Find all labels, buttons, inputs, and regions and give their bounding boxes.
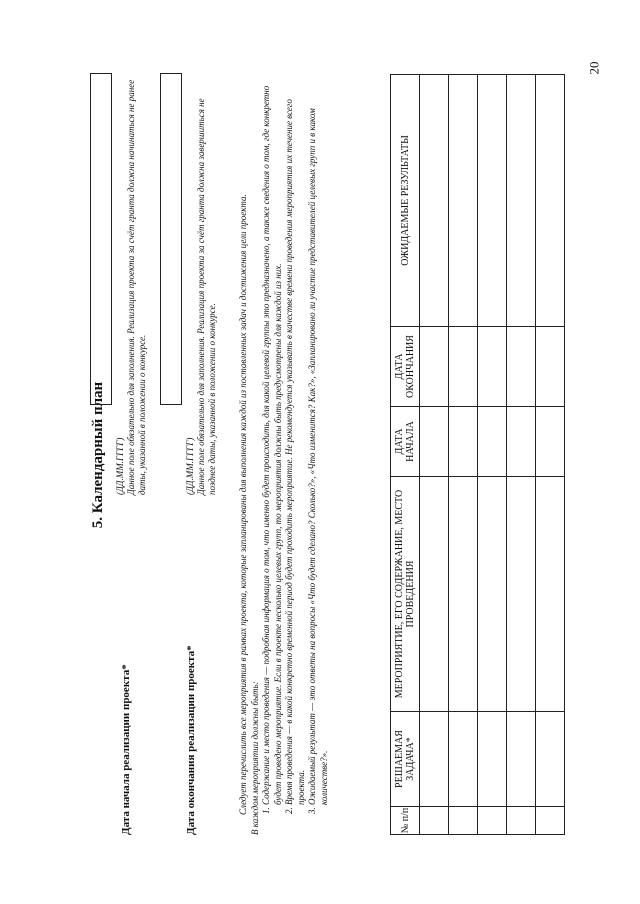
- table-body: [420, 75, 565, 835]
- end-date-field[interactable]: [160, 73, 182, 405]
- end-date-label: Дата окончания реализации проекта*: [185, 645, 197, 835]
- table-cell[interactable]: [478, 407, 507, 477]
- instructions-must-be: В каждом мероприятии должны быть:: [249, 681, 260, 835]
- table-cell[interactable]: [507, 807, 536, 835]
- table-cell[interactable]: [478, 327, 507, 407]
- start-date-note: [115, 75, 148, 495]
- table-cell[interactable]: [420, 327, 449, 407]
- table-cell[interactable]: [478, 75, 507, 327]
- table-cell[interactable]: [449, 477, 478, 712]
- table-cell[interactable]: [449, 807, 478, 835]
- table-cell[interactable]: [420, 477, 449, 712]
- table-cell[interactable]: [507, 75, 536, 327]
- table-cell[interactable]: [507, 477, 536, 712]
- table-cell[interactable]: [449, 712, 478, 807]
- table-cell[interactable]: [420, 75, 449, 327]
- table-row: [449, 75, 478, 835]
- table-header-row: [391, 75, 420, 835]
- end-date-format: (ДД.ММ.ГГГГ): [185, 437, 195, 495]
- start-date-field[interactable]: [90, 73, 112, 405]
- table-row: [420, 75, 449, 835]
- table-cell[interactable]: [449, 407, 478, 477]
- instruction-item: 2. Время проведения — в какой конкретно временной период будет проходить мероприятие. Не рекомендуется указывать в качестве времени проведения мероприятия их течение всего проекта.: [284, 75, 307, 805]
- header-start-date: ДАТА НАЧАЛА: [391, 407, 420, 477]
- header-event: МЕРОПРИЯТИЕ, ЕГО СОДЕРЖАНИЕ, МЕСТО ПРОВЕДЕНИЯ: [391, 477, 420, 712]
- instructions-list: [261, 75, 330, 835]
- table-cell[interactable]: [507, 327, 536, 407]
- table-cell[interactable]: [449, 75, 478, 327]
- table-cell[interactable]: [449, 327, 478, 407]
- header-results: ОЖИДАЕМЫЕ РЕЗУЛЬТАТЫ: [391, 75, 420, 327]
- header-task: РЕШАЕМАЯ ЗАДАЧА*: [391, 712, 420, 807]
- end-date-note: [185, 75, 218, 495]
- start-date-format: (ДД.ММ.ГГГГ): [115, 437, 125, 495]
- header-end-date: ДАТА ОКОНЧАНИЯ: [391, 327, 420, 407]
- header-number: № п/п: [391, 807, 420, 835]
- page-number: 20: [586, 61, 602, 75]
- calendar-plan-section: [90, 75, 560, 835]
- table-cell[interactable]: [536, 807, 565, 835]
- table-cell[interactable]: [420, 712, 449, 807]
- table-cell[interactable]: [478, 477, 507, 712]
- section-title: 5. Календарный план: [90, 381, 106, 529]
- table-cell[interactable]: [536, 477, 565, 712]
- table-row: [507, 75, 536, 835]
- table-cell[interactable]: [536, 327, 565, 407]
- table-cell[interactable]: [536, 75, 565, 327]
- table-cell[interactable]: [507, 712, 536, 807]
- table-row: [536, 75, 565, 835]
- table-cell[interactable]: [536, 407, 565, 477]
- instructions: [238, 75, 330, 835]
- table-cell[interactable]: [420, 807, 449, 835]
- start-date-hint: Данное поле обязательно для заполнения. Реализация проекта за счёт гранта должна начинаться не ранее даты, указанной в положении о конкурсе.: [126, 79, 147, 495]
- instruction-item: 1. Содержание и место проведения — подробная информация о том, что именно будет происходить, для какой целевой группы это предназначено, а также сведения о том, где конкретно будет проведено мероприятие. Если в проекте несколько целевых групп, то мероприятия должны быть предусмотрены для каждой из них.: [261, 75, 284, 805]
- calendar-plan-table: [390, 74, 565, 835]
- table-cell[interactable]: [478, 712, 507, 807]
- end-date-hint: Данное поле обязательно для заполнения. Реализация проекта за счёт гранта должна завершиться не позднее даты, указанной в положении о конкурсе.: [196, 98, 217, 495]
- instructions-intro: Следует перечислить все мероприятия в рамках проекта, которые запланированы для выполнения каждой из поставленных задач и достижения цели проекта.: [238, 194, 248, 815]
- table-row: [478, 75, 507, 835]
- table-cell[interactable]: [478, 807, 507, 835]
- table-cell[interactable]: [507, 407, 536, 477]
- table-cell[interactable]: [536, 712, 565, 807]
- instruction-item: 3. Ожидаемый результат — это ответы на вопросы «Что будет сделано? Сколько?», «Что изменится? Как?», «Запланировано ли участие представителей целевых групп и в каком количестве?».: [307, 75, 330, 805]
- table-cell[interactable]: [420, 407, 449, 477]
- start-date-label: Дата начала реализации проекта*: [120, 664, 132, 835]
